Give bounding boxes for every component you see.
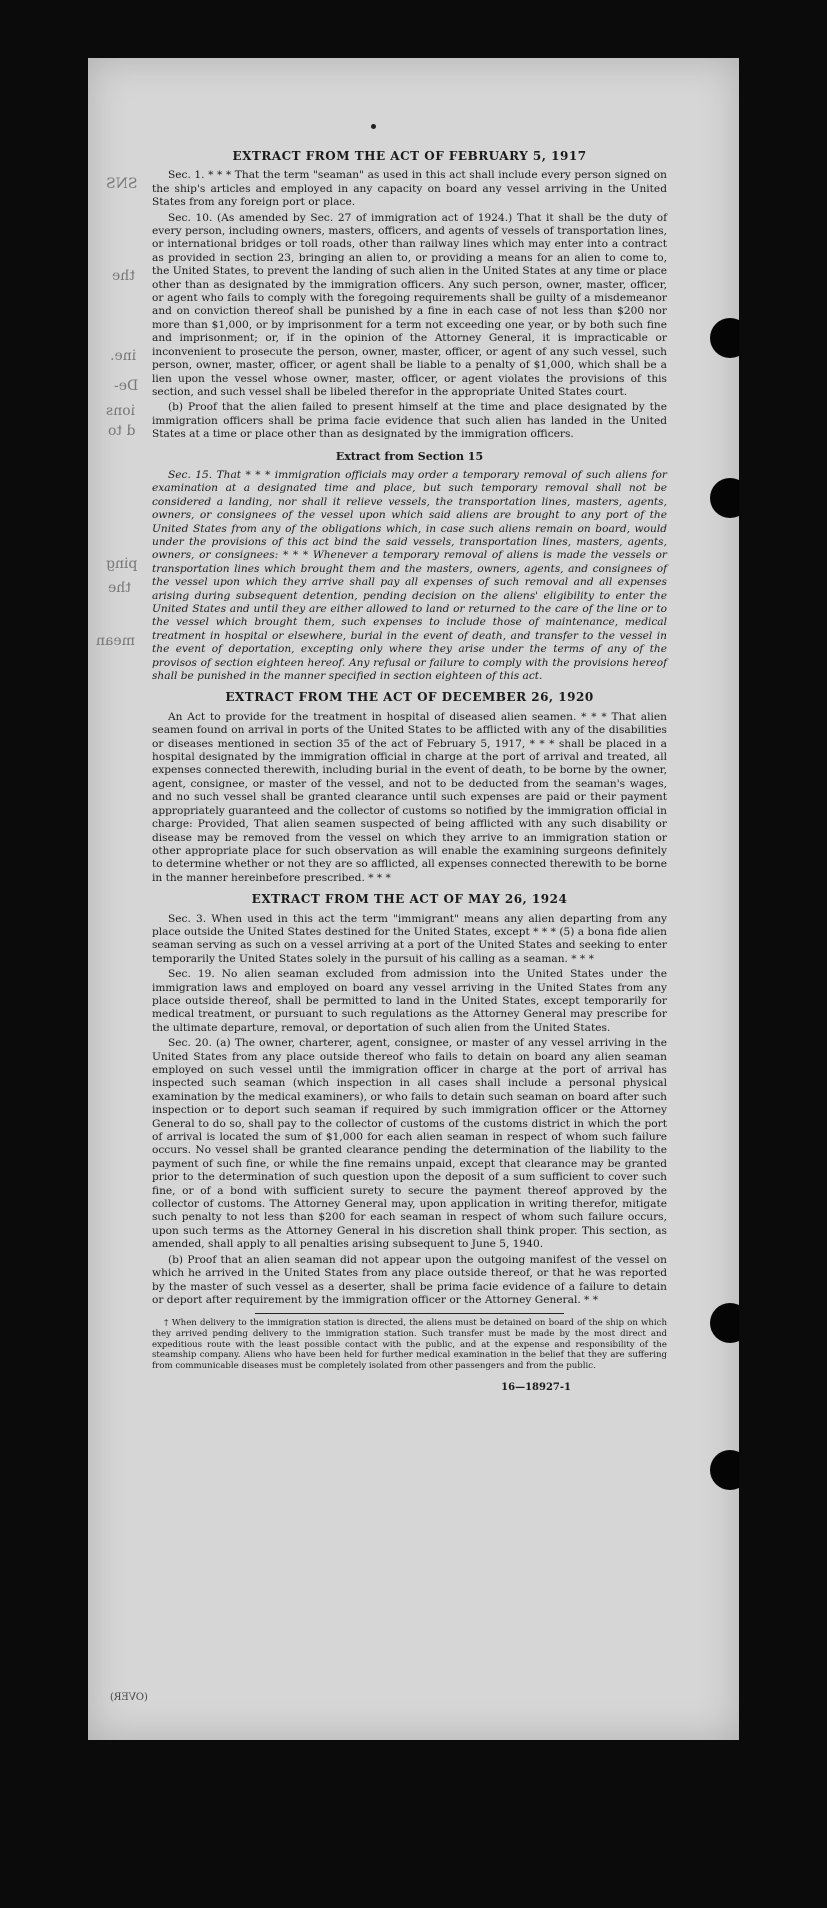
section-heading-dec-1920: EXTRACT FROM THE ACT OF DECEMBER 26, 1920 (225, 690, 594, 705)
bleed-through-text: De- (114, 378, 139, 394)
over-label: (OVER) (110, 1692, 148, 1703)
section-heading-feb-1917: EXTRACT FROM THE ACT OF FEBRUARY 5, 1917 (232, 149, 587, 163)
ink-dot (371, 124, 376, 129)
document-body (152, 142, 667, 1395)
bleed-through-text: d to (108, 423, 136, 439)
punch-hole (710, 318, 739, 358)
paragraph-sec15: Sec. 15. That * * * immigration officials may order a temporary removal of such aliens for examination at a designated time and place, but such temporary removal shall not be considered a landing, nor shall it relieve vessels, the transportation lines, masters, agents, owners, or consignees of the vessel upon which said aliens are brought to any port of the United States from any of the obligations which, in case such aliens remain on board, would under the provisions of this act bind the said vessels, transportation lines, masters, agents, owners, or consignees: * * * Whenever a temporary removal of aliens is made the vessels or transportation lines which brought them and the masters, owners, agents, and consignees of the vessel upon which they arrive shall pay all expenses of such removal and all expenses arising during subsequent detention, pending decision on the aliens' eligibility to enter the United States and until they are either allowed to land or returned to the care of the line or to the vessel which brought them, such expenses to include those of maintenance, medical treatment in hospital or elsewhere, burial in the event of death, and transfer to the vessel in the event of deportation, excepting only where they arise under the terms of any of the provisos of section eighteen hereof. Any refusal or failure to comply with the provisions hereof shall be punished in the manner specified in section eighteen of this act. (152, 468, 667, 683)
bleed-through-text: ping (106, 556, 138, 572)
paragraph-act-1920: An Act to provide for the treatment in hospital of diseased alien seamen. * * * That alien seamen found on arrival in ports of the United States to be afflicted with any of the disabilities or diseases mentioned in section 35 of the act of February 5, 1917, * * * shall be placed in a hospital designated by the immigration official in charge at the port of arrival and treated, all expenses connected therewith, including burial in the event of death, to be borne by the owner, agent, consignee, or master of the vessel, and not to be deducted from the seaman's wages, and no such vessel shall be granted clearance until such expenses are paid or their payment appropriately guaranteed and the collector of customs so notified by the immigration official in charge: Provided, That alien seamen suspected of being afflicted with any such disability or disease may be removed from the vessel on which they arrive to an immigration station or other appropriate place for such observation as will enable the examining surgeons definitely to determine whether or not they are so afflicted, all expenses connected therewith to be borne in the manner hereinbefore prescribed. * * * (152, 710, 667, 884)
paragraph-sec1: Sec. 1. * * * That the term "seaman" as used in this act shall include every person signed on the ship's articles and employed in any capacity on board any vessel arriving in the United States from any foreign port or place. (152, 169, 667, 209)
paragraph-sec3: Sec. 3. When used in this act the term "immigrant" means any alien departing from any place outside the United States destined for the United States, except * * * (5) a bona fide alien seaman serving as such on a vessel arriving at a port of the United States and seeking to enter temporarily the United States solely in the pursuit of his calling as a seaman. * * * (152, 912, 667, 965)
punch-hole (710, 478, 739, 518)
bleed-through-text: SNS (106, 176, 138, 192)
paragraph-sec20b: (b) Proof that an alien seaman did not appear upon the outgoing manifest of the vessel on which he arrived in the United States from any place outside thereof, or that he was reported by the master of such vessel as a deserter, shall be prima facie evidence of a failure to detain or deport after requirement by the immigration officer or the Attorney General. * * (152, 1253, 667, 1306)
paragraph-sec10b: (b) Proof that the alien failed to present himself at the time and place designated by the immigration officers shall be prima facie evidence that such alien has landed in the United States at a time or place other than as designated by the immigration officers. (152, 401, 667, 441)
form-number: 16—18927-1 (501, 1382, 571, 1394)
punch-hole (710, 1303, 739, 1343)
bleed-through-text: ine. (110, 348, 137, 364)
document-page (88, 58, 739, 1740)
footnote: † When delivery to the immigration station is directed, the aliens must be detained on board of the ship on which they arrived pending delivery to the immigration station. Such transfer must be made by the most direct and expeditious route with the least possible contact with the public, and at the expense and responsibility of the steamship company. Aliens who have been held for further medical examination in the belief that they are suffering from communicable diseases must be completely isolated from other passengers and from the public. (152, 1318, 667, 1371)
footnote-divider (255, 1313, 564, 1314)
section-heading-may-1924: EXTRACT FROM THE ACT OF MAY 26, 1924 (251, 892, 568, 907)
bleed-through-text: the (108, 580, 131, 596)
section-heading-sec15: Extract from Section 15 (335, 449, 484, 463)
paragraph-sec19: Sec. 19. No alien seaman excluded from admission into the United States under the immigration laws and employed on board any vessel arriving in the United States from any place outside thereof, shall be permitted to land in the United States, except temporarily for medical treatment, or pursuant to such regulations as the Attorney General may prescribe for the ultimate departure, removal, or deportation of such alien from the United States. (152, 968, 667, 1034)
bleed-through-text: ions (106, 403, 136, 419)
bleed-through-text: the (112, 268, 135, 284)
bleed-through-text: mean (96, 633, 135, 649)
paragraph-sec10: Sec. 10. (As amended by Sec. 27 of immigration act of 1924.) That it shall be the duty of every person, including owners, masters, officers, and agents of vessels of transportation lines, or international bridges or toll roads, other than railway lines which may enter into a contract as provided in section 23, bringing an alien to, or providing a means for an alien to come to, the United States, to prevent the landing of such alien in the United States at any time or place other than as designated by the immigration officers. Any such person, owner, master, officer, or agent who fails to comply with the foregoing requirements shall be guilty of a misdemeanor and on conviction thereof shall be punished by a fine in each case of not less than $200 nor more than $1,000, or by imprisonment for a term not exceeding one year, or by both such fine and imprisonment; or, if in the opinion of the Attorney General, it is impracticable or inconvenient to prosecute the person, owner, master, officer, or agent of any such vessel, such person, owner, master, officer, or agent shall be liable to a penalty of $1,000, which shall be a lien upon the vessel whose owner, master, officer, or agent violates the provisions of this section, and such vessel shall be libeled therefor in the appropriate United States court. (152, 211, 667, 398)
paragraph-sec20a: Sec. 20. (a) The owner, charterer, agent, consignee, or master of any vessel arriving in the United States from any place outside thereof who fails to detain on board any alien seaman employed on such vessel until the immigration officer in charge at the port of arrival has inspected such seaman (which inspection in all cases shall include a personal physical examination by the medical examiners), or who fails to detain such seaman on board after such inspection or to deport such seaman if required by such immigration officer or the Attorney General to do so, shall pay to the collector of customs of the customs district in which the port of arrival is located the sum of $1,000 for each alien seaman in respect of whom such failure occurs. No vessel shall be granted clearance pending the determination of the liability to the payment of such fine, or while the fine remains unpaid, except that clearance may be granted prior to the determination of such question upon the deposit of a sum sufficient to cover such fine, or of a bond with sufficient surety to secure the payment thereof approved by the collector of customs. The Attorney General may, upon application in writing therefor, mitigate such penalty to not less than $200 for each seaman in respect of whom such failure occurs, upon such terms as the Attorney General in his discretion shall think proper. This section, as amended, shall apply to all penalties arising subsequent to June 5, 1940. (152, 1037, 667, 1251)
punch-hole (710, 1450, 739, 1490)
